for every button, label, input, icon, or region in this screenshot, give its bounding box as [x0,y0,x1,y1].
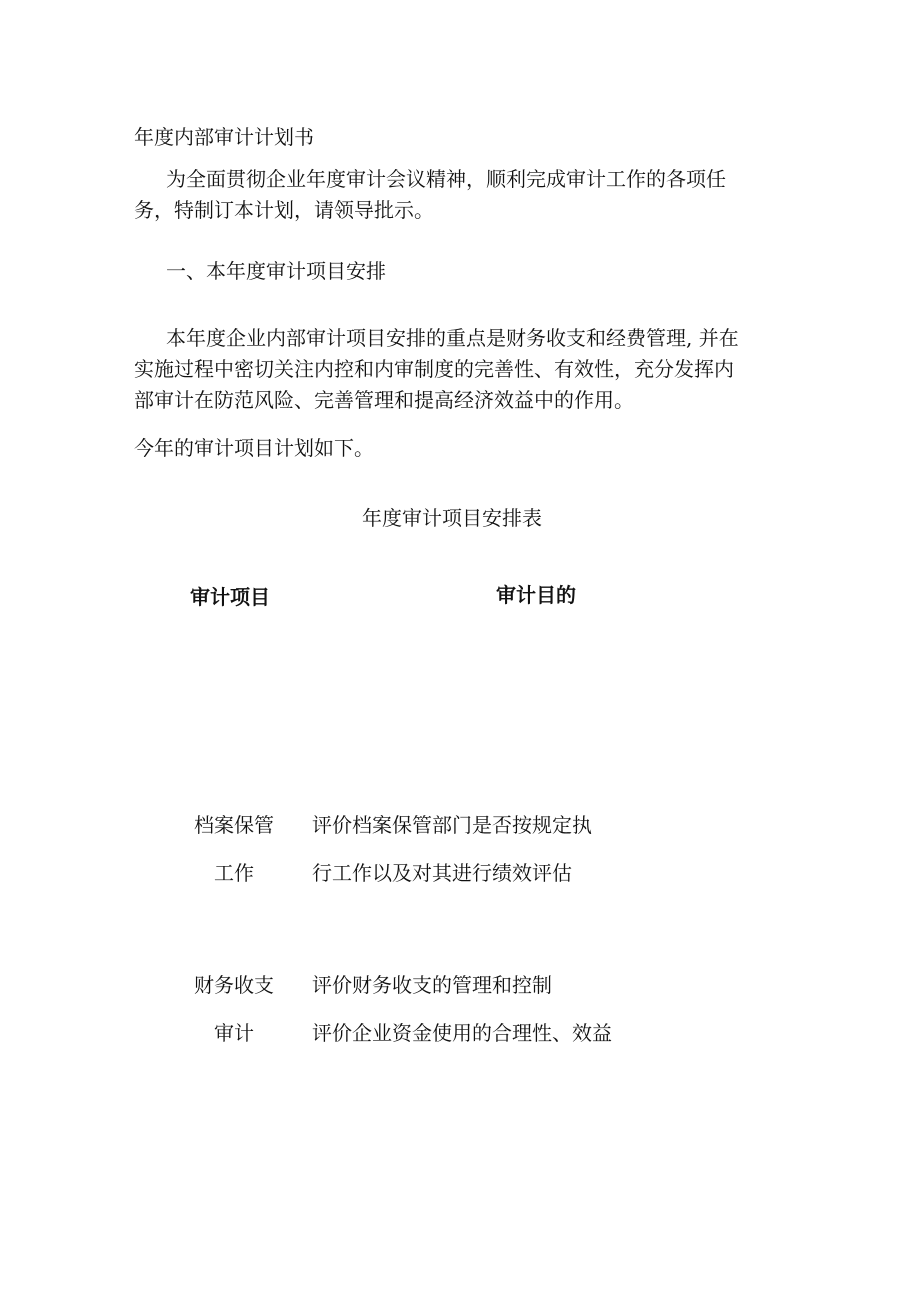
row-purpose-line-2: 评价企业资金使用的合理性、效益 [312,1021,612,1045]
document-title: 年度内部审计计划书 [134,125,314,149]
row-item-line-2: 审计 [214,1021,254,1045]
body-paragraph-line-2: 实施过程中密切关注内控和内审制度的完善性、有效性，充分发挥内 [134,357,734,381]
body-paragraph-line-1: 本年度企业内部审计项目安排的重点是财务收支和经费管理, 并在 [166,326,739,350]
plan-intro: 今年的审计项目计划如下。 [134,436,374,460]
intro-paragraph-line-2: 务，特制订本计划，请领导批示。 [134,198,434,222]
row-item-line-1: 财务收支 [194,973,274,997]
row-item-line-1: 档案保管 [194,813,274,837]
body-paragraph-line-3: 部审计在防范风险、完善管理和提高经济效益中的作用。 [134,388,634,412]
section-heading: 一、本年度审计项目安排 [166,259,386,283]
intro-paragraph-line-1: 为全面贯彻企业年度审计会议精神，顺利完成审计工作的各项任 [166,167,726,191]
row-item-line-2: 工作 [214,861,254,885]
table-title: 年度审计项目安排表 [362,506,542,530]
table-header-purpose: 审计目的 [496,583,576,607]
row-purpose-line-1: 评价财务收支的管理和控制 [312,973,552,997]
table-header-item: 审计项目 [190,585,270,609]
row-purpose-line-2: 行工作以及对其进行绩效评估 [312,861,572,885]
row-purpose-line-1: 评价档案保管部门是否按规定执 [312,813,592,837]
